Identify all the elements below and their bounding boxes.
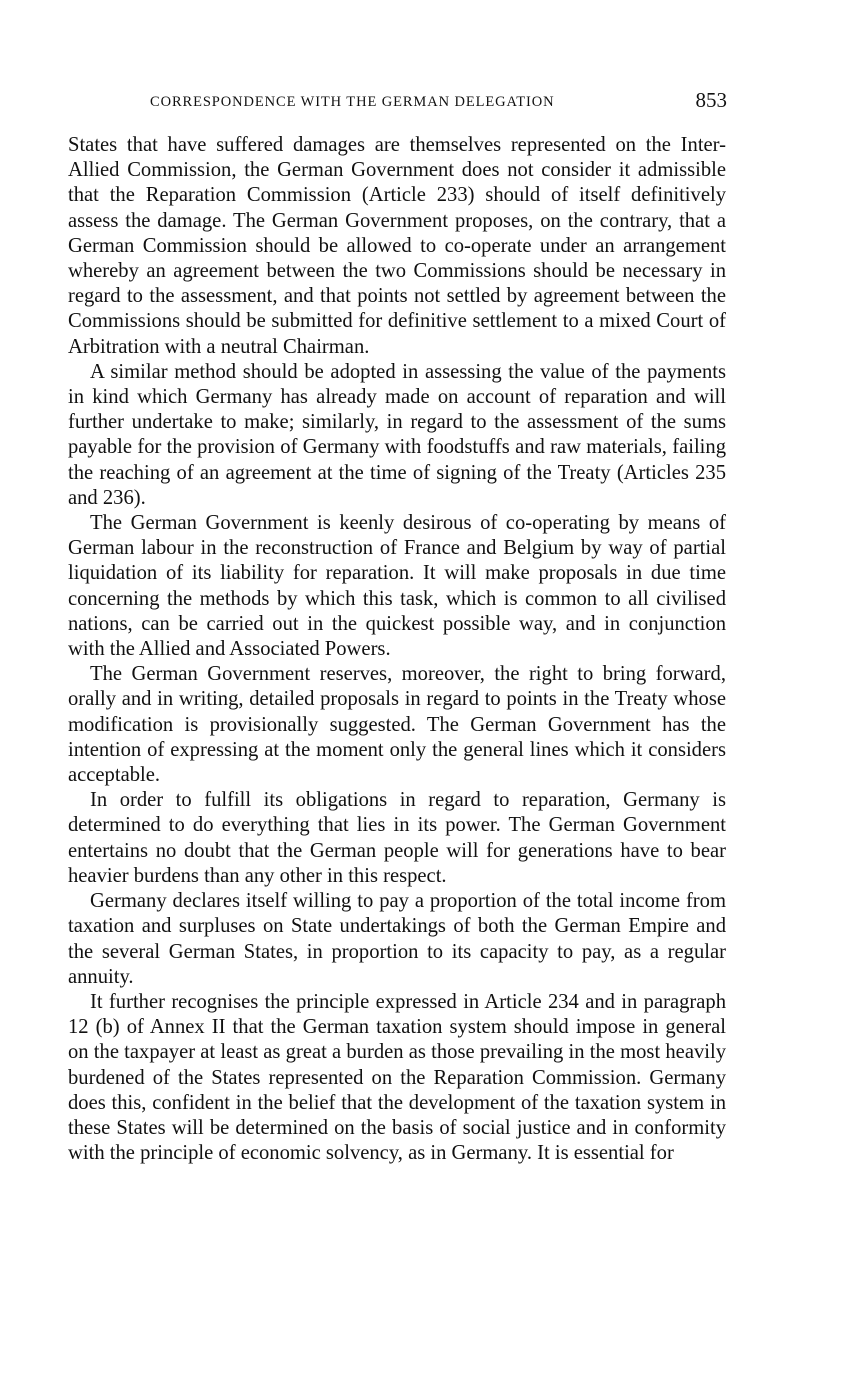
- paragraph-taxation-principle: It further recognises the principle expressed in Article 234 and in paragraph 12 (b) of Annex II that the German taxation system should impose in general on the taxpayer at least as great a burden as those prevailing in the most heavily burdened of the States represented on the Reparation Commission. Germany does this, confident in the belief that the development of the taxation system in these States will be determined on the basis of social justice and in conformity with the principle of economic solvency, as in Germany. It is essential for: [68, 990, 726, 1165]
- page-number: 853: [695, 88, 727, 112]
- body-text: [68, 133, 726, 1166]
- paragraph-continuation: States that have suffered damages are themselves represented on the Inter-Allied Commission, the German Government does not consider it admissible that the Reparation Commission (Article 233) should of itself definitively assess the damage. The German Government proposes, on the contrary, that a German Commission should be allowed to co-operate under an arrangement whereby an agreement between the two Commissions should be necessary in regard to the assessment, and that points not settled by agreement between the Commissions should be submitted for definitive settlement to a mixed Court of Arbitration with a neutral Chairman.: [68, 134, 726, 358]
- running-head: [150, 88, 730, 118]
- paragraph-german-labour: The German Government is keenly desirous of co-operating by means of German labour in the reconstruction of France and Belgium by way of partial liquidation of its liability for reparation. It will make proposals in due time concerning the methods by which this task, which is common to all civilised nations, can be carried out in the quickest possible way, and in conjunction with the Allied and Associated Powers.: [68, 512, 726, 661]
- paragraph-payments-in-kind: A similar method should be adopted in assessing the value of the payments in kind which Germany has already made on account of reparation and will further undertake to make; similarly, in regard to the assessment of the sums payable for the provision of Germany with foodstuffs and raw materials, failing the reaching of an agreement at the time of signing of the Treaty (Articles 235 and 236).: [68, 360, 726, 509]
- running-title: CORRESPONDENCE WITH THE GERMAN DELEGATION: [150, 94, 555, 110]
- paragraph-annuity: Germany declares itself willing to pay a proportion of the total income from taxation and surpluses on State undertakings of both the German Empire and the several German States, in proportion to its capacity to pay, as a regular annuity.: [68, 890, 726, 988]
- paragraph-reserves-right: The German Government reserves, moreover, the right to bring forward, orally and in writing, detailed proposals in regard to points in the Treaty whose modification is provisionally suggested. The German Government has the intention of expressing at the moment only the general lines which it considers acceptable.: [68, 663, 726, 787]
- paragraph-obligations: In order to fulfill its obligations in regard to reparation, Germany is determined to do everything that lies in its power. The German Government entertains no doubt that the German people will for generations have to bear heavier burdens than any other in this respect.: [68, 789, 726, 887]
